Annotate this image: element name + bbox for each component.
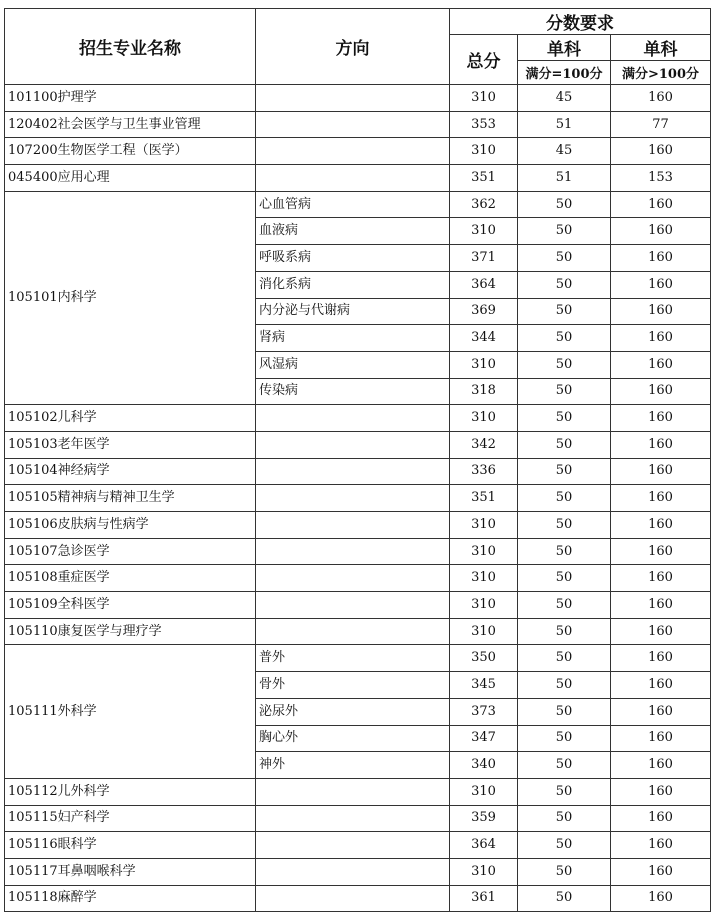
single-subject-over-100-cell: 160: [611, 592, 711, 619]
table-row: [5, 592, 711, 619]
single-subject-100-cell: 50: [518, 405, 611, 432]
single-subject-over-100-cell: 160: [611, 725, 711, 752]
direction-cell: [256, 405, 450, 432]
direction-cell: 血液病: [256, 218, 450, 245]
table-row: [5, 485, 711, 512]
table-row: [5, 458, 711, 485]
single-subject-over-100-cell: 160: [611, 645, 711, 672]
single-subject-over-100-cell: 160: [611, 271, 711, 298]
single-subject-over-100-cell: 77: [611, 111, 711, 138]
total-score-cell: 310: [450, 218, 518, 245]
single-subject-over-100-cell: 160: [611, 245, 711, 272]
single-subject-over-100-cell: 160: [611, 325, 711, 352]
total-score-cell: 310: [450, 565, 518, 592]
direction-cell: [256, 458, 450, 485]
header-full-score-over-100: 满分>100分: [611, 61, 711, 85]
table-row: [5, 431, 711, 458]
direction-cell: [256, 85, 450, 112]
table-row: [5, 165, 711, 192]
total-score-cell: 310: [450, 858, 518, 885]
table-row: [5, 512, 711, 539]
single-subject-over-100-cell: 160: [611, 458, 711, 485]
direction-cell: [256, 805, 450, 832]
single-subject-over-100-cell: 160: [611, 298, 711, 325]
header-total-score: 总分: [450, 35, 518, 85]
single-subject-100-cell: 50: [518, 778, 611, 805]
total-score-cell: 340: [450, 752, 518, 779]
single-subject-over-100-cell: 160: [611, 752, 711, 779]
single-subject-100-cell: 50: [518, 458, 611, 485]
total-score-cell: 336: [450, 458, 518, 485]
single-subject-100-cell: 50: [518, 858, 611, 885]
table-row: [5, 565, 711, 592]
single-subject-100-cell: 45: [518, 85, 611, 112]
direction-cell: 呼吸系病: [256, 245, 450, 272]
single-subject-100-cell: 50: [518, 885, 611, 912]
header-score-requirements: 分数要求: [450, 9, 711, 35]
direction-cell: [256, 165, 450, 192]
header-single-subject-100: 单科: [518, 35, 611, 61]
major-name-cell: 105104神经病学: [5, 458, 256, 485]
table-header: [5, 9, 711, 85]
total-score-cell: 345: [450, 672, 518, 699]
single-subject-over-100-cell: 160: [611, 512, 711, 539]
table-row: [5, 138, 711, 165]
major-name-cell: 105101内科学: [5, 191, 256, 405]
direction-cell: [256, 485, 450, 512]
single-subject-100-cell: 51: [518, 165, 611, 192]
total-score-cell: 310: [450, 405, 518, 432]
total-score-cell: 318: [450, 378, 518, 405]
direction-cell: 神外: [256, 752, 450, 779]
direction-cell: [256, 858, 450, 885]
major-name-cell: 105110康复医学与理疗学: [5, 618, 256, 645]
table-body: [5, 85, 711, 912]
major-name-cell: 105103老年医学: [5, 431, 256, 458]
single-subject-over-100-cell: 160: [611, 858, 711, 885]
single-subject-over-100-cell: 160: [611, 218, 711, 245]
single-subject-over-100-cell: 160: [611, 405, 711, 432]
single-subject-over-100-cell: 160: [611, 485, 711, 512]
major-name-cell: 105118麻醉学: [5, 885, 256, 912]
single-subject-over-100-cell: 153: [611, 165, 711, 192]
major-name-cell: 105111外科学: [5, 645, 256, 778]
table-row: [5, 538, 711, 565]
major-name-cell: 107200生物医学工程（医学）: [5, 138, 256, 165]
total-score-cell: 359: [450, 805, 518, 832]
total-score-cell: 310: [450, 618, 518, 645]
direction-cell: 泌尿外: [256, 698, 450, 725]
direction-cell: 胸心外: [256, 725, 450, 752]
single-subject-over-100-cell: 160: [611, 885, 711, 912]
single-subject-100-cell: 50: [518, 805, 611, 832]
major-name-cell: 105102儿科学: [5, 405, 256, 432]
direction-cell: [256, 778, 450, 805]
total-score-cell: 310: [450, 138, 518, 165]
table-row: [5, 858, 711, 885]
single-subject-100-cell: 50: [518, 245, 611, 272]
total-score-cell: 351: [450, 165, 518, 192]
single-subject-100-cell: 50: [518, 351, 611, 378]
table-row: [5, 618, 711, 645]
single-subject-100-cell: 50: [518, 592, 611, 619]
single-subject-100-cell: 50: [518, 645, 611, 672]
table-row: [5, 405, 711, 432]
single-subject-over-100-cell: 160: [611, 618, 711, 645]
header-direction: 方向: [256, 9, 450, 85]
total-score-cell: 373: [450, 698, 518, 725]
direction-cell: [256, 512, 450, 539]
single-subject-over-100-cell: 160: [611, 351, 711, 378]
major-name-cell: 105107急诊医学: [5, 538, 256, 565]
major-name-cell: 105106皮肤病与性病学: [5, 512, 256, 539]
total-score-cell: 310: [450, 778, 518, 805]
score-requirements-table: [4, 8, 711, 912]
major-name-cell: 105108重症医学: [5, 565, 256, 592]
table-row: [5, 645, 711, 672]
major-name-cell: 120402社会医学与卫生事业管理: [5, 111, 256, 138]
total-score-cell: 310: [450, 85, 518, 112]
major-name-cell: 101100护理学: [5, 85, 256, 112]
major-name-cell: 105116眼科学: [5, 832, 256, 859]
single-subject-over-100-cell: 160: [611, 805, 711, 832]
total-score-cell: 371: [450, 245, 518, 272]
major-name-cell: 105117耳鼻咽喉科学: [5, 858, 256, 885]
direction-cell: 心血管病: [256, 191, 450, 218]
table-row: [5, 832, 711, 859]
single-subject-100-cell: 50: [518, 271, 611, 298]
major-name-cell: 105105精神病与精神卫生学: [5, 485, 256, 512]
total-score-cell: 310: [450, 538, 518, 565]
single-subject-over-100-cell: 160: [611, 672, 711, 699]
major-name-cell: 105109全科医学: [5, 592, 256, 619]
direction-cell: 传染病: [256, 378, 450, 405]
single-subject-over-100-cell: 160: [611, 538, 711, 565]
single-subject-over-100-cell: 160: [611, 431, 711, 458]
total-score-cell: 364: [450, 271, 518, 298]
major-name-cell: 105115妇产科学: [5, 805, 256, 832]
single-subject-over-100-cell: 160: [611, 565, 711, 592]
table-row: [5, 805, 711, 832]
direction-cell: 普外: [256, 645, 450, 672]
direction-cell: [256, 538, 450, 565]
single-subject-100-cell: 50: [518, 752, 611, 779]
single-subject-over-100-cell: 160: [611, 85, 711, 112]
single-subject-100-cell: 50: [518, 512, 611, 539]
total-score-cell: 344: [450, 325, 518, 352]
direction-cell: 风湿病: [256, 351, 450, 378]
total-score-cell: 353: [450, 111, 518, 138]
table-row: [5, 778, 711, 805]
single-subject-over-100-cell: 160: [611, 832, 711, 859]
direction-cell: [256, 431, 450, 458]
table-row: [5, 885, 711, 912]
total-score-cell: 310: [450, 512, 518, 539]
header-single-subject-over-100: 单科: [611, 35, 711, 61]
direction-cell: 骨外: [256, 672, 450, 699]
single-subject-100-cell: 51: [518, 111, 611, 138]
table-row: [5, 191, 711, 218]
single-subject-100-cell: 50: [518, 431, 611, 458]
single-subject-100-cell: 50: [518, 832, 611, 859]
direction-cell: 内分泌与代谢病: [256, 298, 450, 325]
single-subject-over-100-cell: 160: [611, 778, 711, 805]
single-subject-over-100-cell: 160: [611, 138, 711, 165]
table-row: [5, 111, 711, 138]
total-score-cell: 310: [450, 351, 518, 378]
single-subject-100-cell: 50: [518, 298, 611, 325]
total-score-cell: 361: [450, 885, 518, 912]
single-subject-100-cell: 50: [518, 325, 611, 352]
single-subject-100-cell: 50: [518, 378, 611, 405]
single-subject-100-cell: 50: [518, 191, 611, 218]
single-subject-100-cell: 50: [518, 565, 611, 592]
header-major-name: 招生专业名称: [5, 9, 256, 85]
single-subject-100-cell: 50: [518, 485, 611, 512]
direction-cell: 消化系病: [256, 271, 450, 298]
total-score-cell: 364: [450, 832, 518, 859]
total-score-cell: 350: [450, 645, 518, 672]
direction-cell: 肾病: [256, 325, 450, 352]
direction-cell: [256, 138, 450, 165]
header-full-score-100: 满分=100分: [518, 61, 611, 85]
single-subject-100-cell: 50: [518, 218, 611, 245]
single-subject-100-cell: 45: [518, 138, 611, 165]
major-name-cell: 105112儿外科学: [5, 778, 256, 805]
direction-cell: [256, 832, 450, 859]
direction-cell: [256, 592, 450, 619]
single-subject-100-cell: 50: [518, 618, 611, 645]
single-subject-over-100-cell: 160: [611, 191, 711, 218]
single-subject-100-cell: 50: [518, 538, 611, 565]
table-row: [5, 85, 711, 112]
total-score-cell: 310: [450, 592, 518, 619]
total-score-cell: 369: [450, 298, 518, 325]
single-subject-100-cell: 50: [518, 672, 611, 699]
single-subject-100-cell: 50: [518, 698, 611, 725]
single-subject-over-100-cell: 160: [611, 698, 711, 725]
total-score-cell: 342: [450, 431, 518, 458]
single-subject-over-100-cell: 160: [611, 378, 711, 405]
direction-cell: [256, 111, 450, 138]
major-name-cell: 045400应用心理: [5, 165, 256, 192]
total-score-cell: 362: [450, 191, 518, 218]
single-subject-100-cell: 50: [518, 725, 611, 752]
direction-cell: [256, 885, 450, 912]
total-score-cell: 347: [450, 725, 518, 752]
direction-cell: [256, 565, 450, 592]
total-score-cell: 351: [450, 485, 518, 512]
direction-cell: [256, 618, 450, 645]
